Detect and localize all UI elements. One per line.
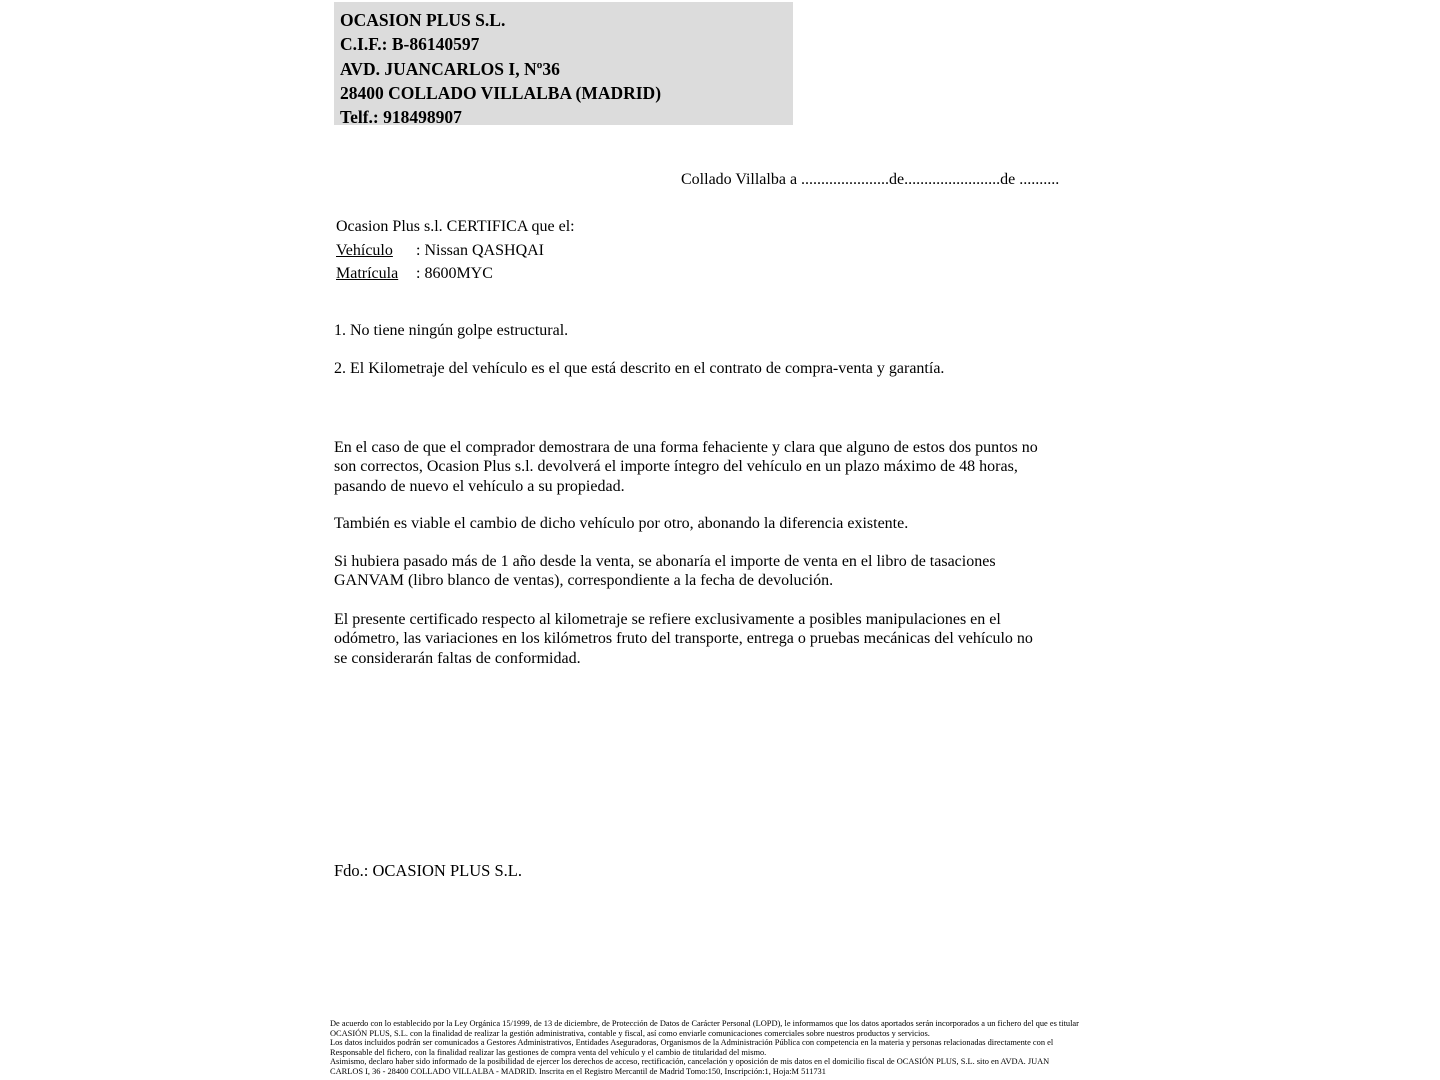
- legal-footer: [330, 1019, 1079, 1077]
- company-phone: Telf.: 918498907: [340, 107, 462, 128]
- legal-footer-line: Asimismo, declaro haber sido informado de la posibilidad de ejercer los derechos de acceso, rectificación, cancelación y oposición de mis datos en el domicilio fiscal de OCASIÓN PLUS, S.L. sito en AVDA. JUAN: [330, 1057, 1050, 1067]
- point-1: 1. No tiene ningún golpe estructural.: [334, 322, 569, 339]
- paragraph-line: El presente certificado respecto al kilometraje se refiere exclusivamente a posibles manipulaciones en el: [334, 611, 1001, 628]
- vehicle-field: [336, 239, 575, 263]
- vehicle-label: Vehículo: [336, 241, 393, 259]
- legal-footer-line: Los datos incluidos podrán ser comunicados a Gestores Administrativos, Entidades Aseguradoras, Organismos de la Administración Pública con competencia en la materia y personas relacionadas directamente con el: [330, 1038, 1054, 1048]
- paragraph-line: se considerarán faltas de conformidad.: [334, 649, 581, 667]
- plate-field: [336, 262, 575, 286]
- paragraph-line: GANVAM (libro blanco de ventas), correspondiente a la fecha de devolución.: [334, 572, 834, 590]
- paragraph-exchange: [334, 514, 908, 533]
- certification-intro: Ocasion Plus s.l. CERTIFICA que el:: [336, 218, 575, 235]
- date-line: Collado Villalba a ......................de........................de ..........: [681, 171, 1060, 188]
- plate-value: : 8600MYC: [416, 265, 493, 283]
- paragraph-line: pasando de nuevo el vehículo a su propiedad.: [334, 477, 625, 495]
- company-address: AVD. JUANCARLOS I, Nº36: [340, 58, 560, 79]
- paragraph-line: También es viable el cambio de dicho vehículo por otro, abonando la diferencia existente.: [334, 515, 909, 532]
- paragraph-line: En el caso de que el comprador demostrara de una forma fehaciente y clara que alguno de estos dos puntos no: [334, 439, 1038, 456]
- company-name: OCASION PLUS S.L.: [340, 10, 506, 30]
- certification-block: [336, 215, 575, 286]
- legal-footer-line: CARLOS I, 36 - 28400 COLLADO VILLALBA - MADRID. Inscrita en el Registro Mercantil de Madrid Tomo:150, Inscripción:1, Hoja:M 511731: [330, 1066, 826, 1076]
- company-letterhead: [334, 2, 793, 128]
- legal-footer-line: De acuerdo con lo establecido por la Ley Orgánica 15/1999, de 13 de diciembre, de Protección de Datos de Carácter Personal (LOPD), le informamos que los datos aportados serán incorporados a un fichero del que es titular: [330, 1019, 1079, 1028]
- paragraph-odometer: [334, 610, 1033, 668]
- legal-footer-line: Responsable del fichero, con la finalidad realizar las gestiones de compra venta del vehículo y el cambio de titularidad del mismo.: [330, 1047, 767, 1057]
- company-cif: C.I.F.: B-86140597: [340, 34, 480, 55]
- company-city: 28400 COLLADO VILLALBA (MADRID): [340, 82, 662, 103]
- paragraph-refund: [334, 438, 1038, 496]
- point-2: 2. El Kilometraje del vehículo es el que está descrito en el contrato de compra-venta y garantía.: [334, 360, 945, 377]
- paragraph-line: odómetro, las variaciones en los kilómetros fruto del transporte, entrega o pruebas mecánicas del vehículo no: [334, 630, 1033, 648]
- vehicle-value: : Nissan QASHQAI: [416, 241, 544, 259]
- paragraph-line: son correctos, Ocasion Plus s.l. devolverá el importe íntegro del vehículo en un plazo máximo de 48 horas,: [334, 458, 1018, 476]
- paragraph-line: Si hubiera pasado más de 1 año desde la venta, se abonaría el importe de venta en el libro de tasaciones: [334, 553, 996, 570]
- legal-footer-line: OCASIÓN PLUS, S.L. con la finalidad de realizar la gestión administrativa, contable y fiscal, así como enviarle comunicaciones comerciales sobre nuestros productos y servicios.: [330, 1028, 930, 1038]
- plate-label: Matrícula: [336, 265, 399, 283]
- signature-line: Fdo.: OCASION PLUS S.L.: [334, 861, 522, 880]
- paragraph-ganvam: [334, 552, 996, 591]
